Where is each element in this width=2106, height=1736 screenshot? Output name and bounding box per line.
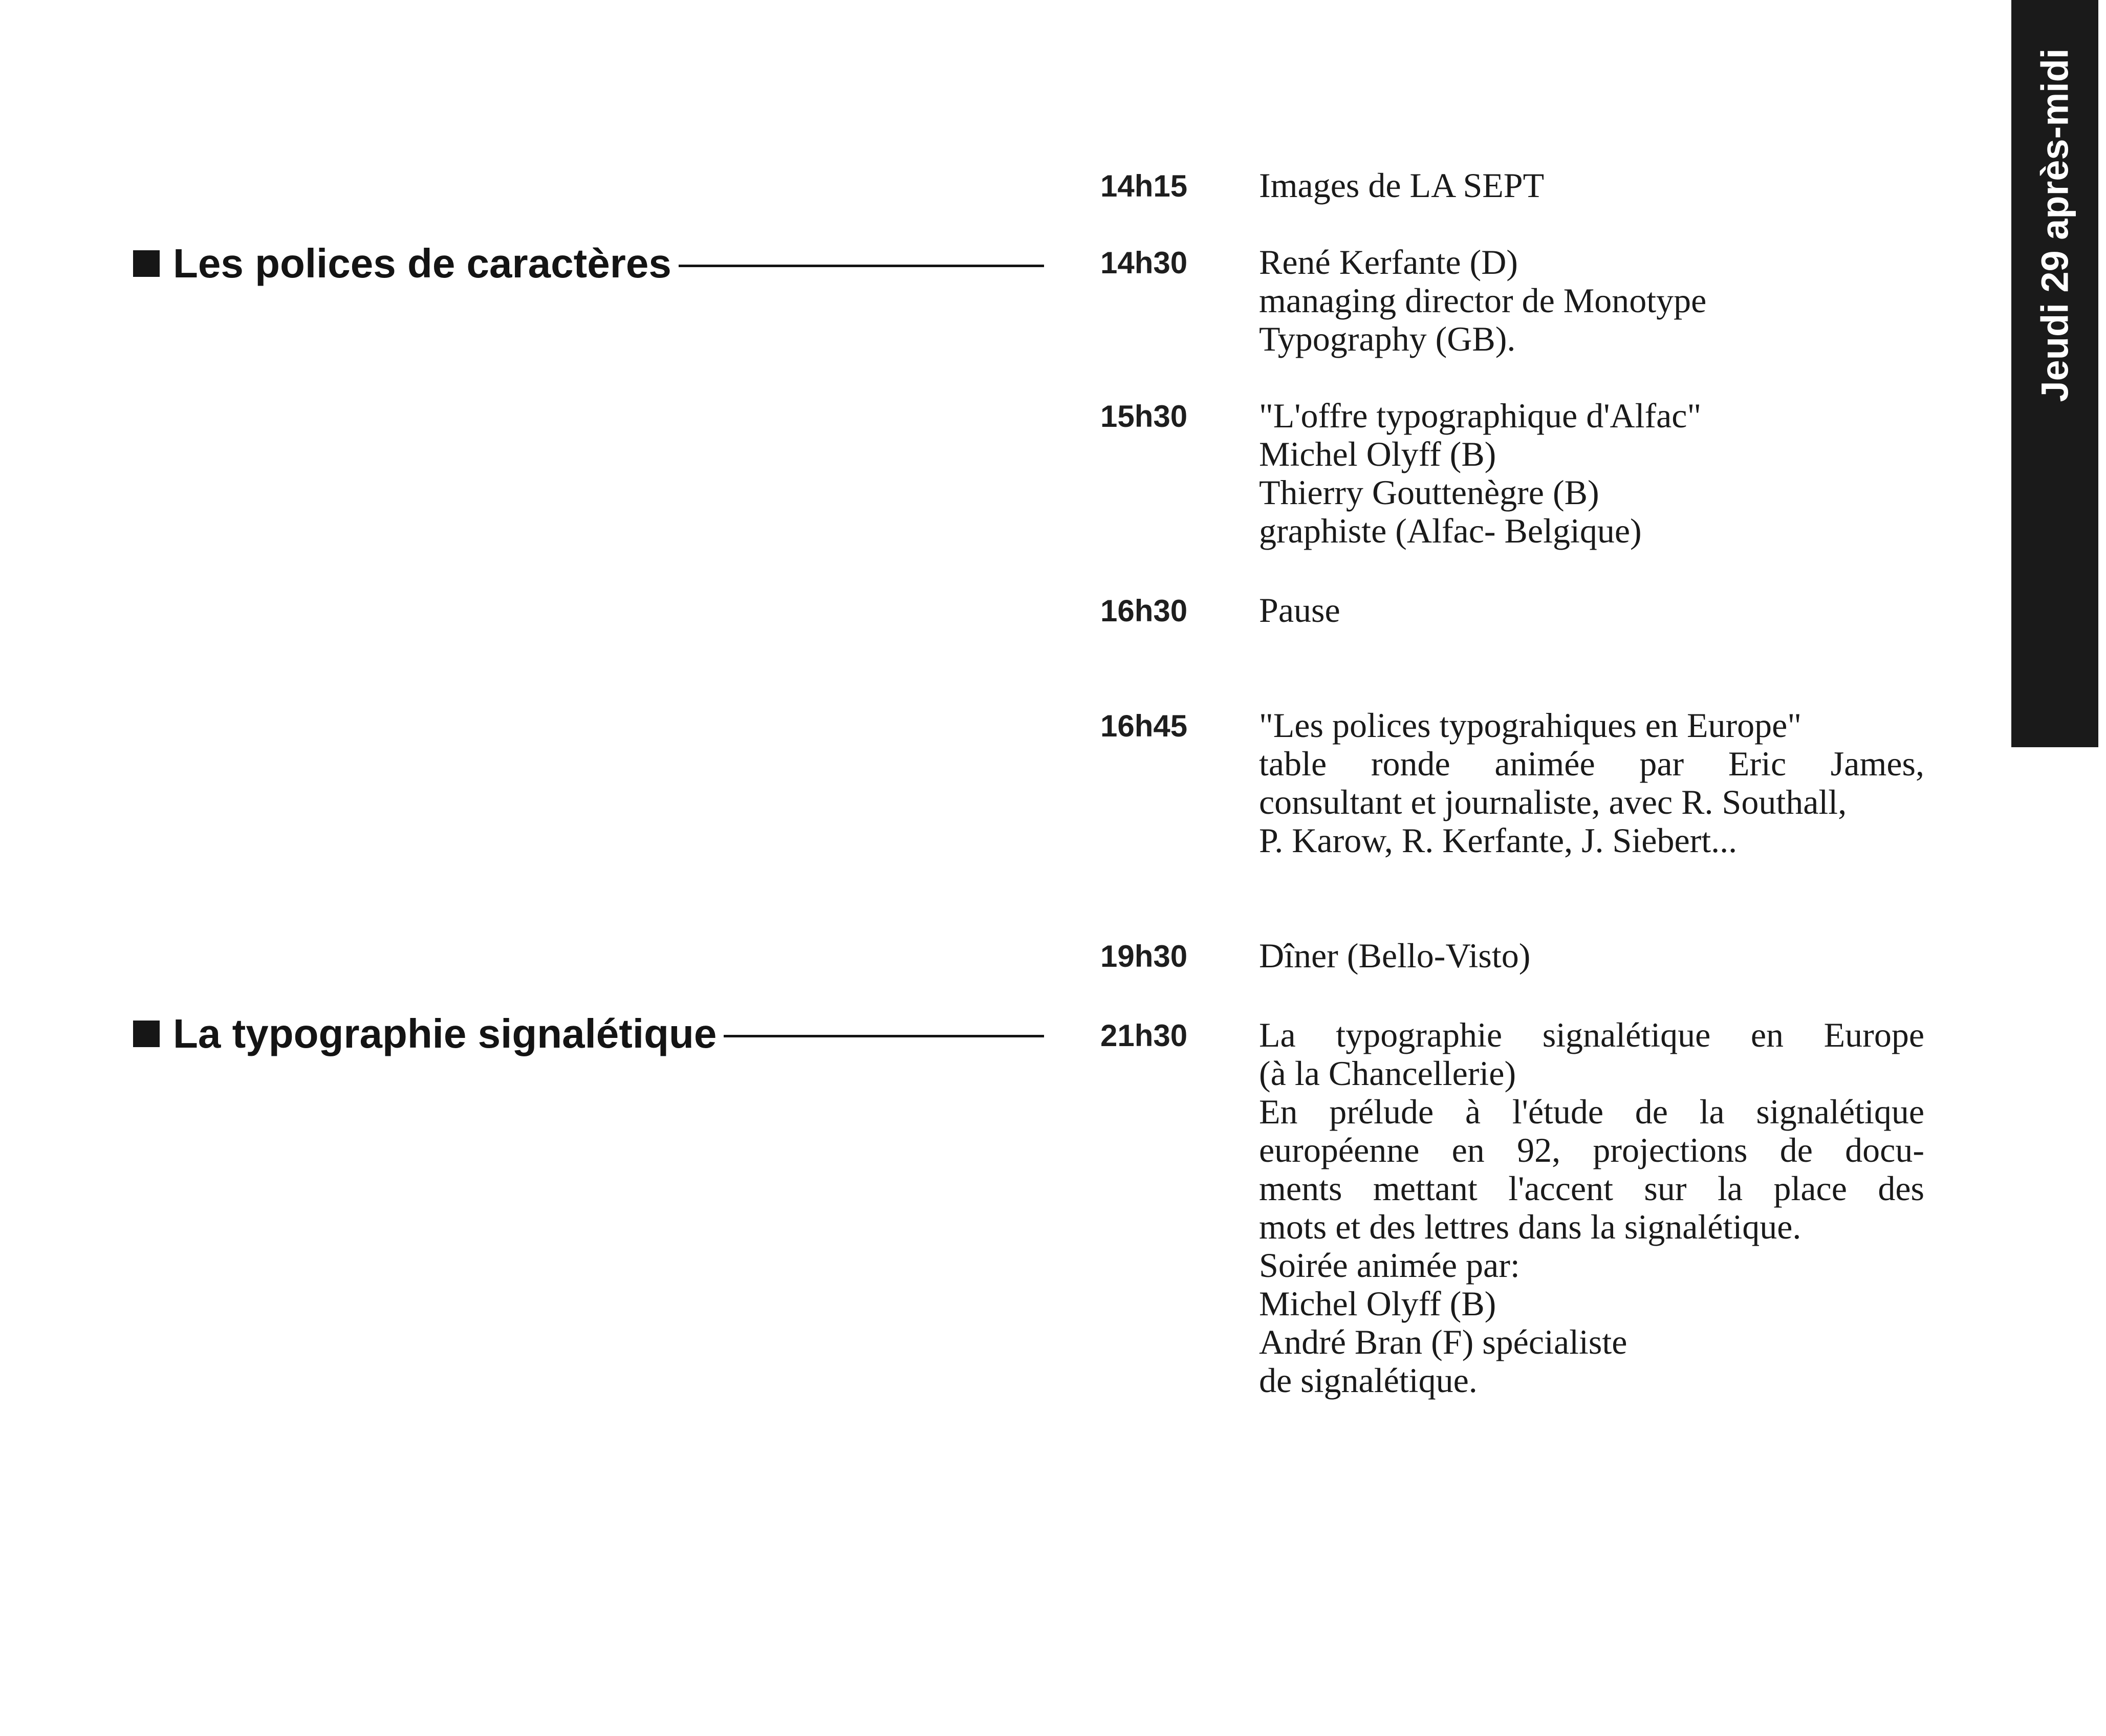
entry-line: "L'offre typographique d'Alfac" xyxy=(1259,396,1702,435)
section-heading-signaletique xyxy=(133,1006,1044,1062)
entry-line: Soirée animée par: xyxy=(1259,1246,1520,1285)
entry-description xyxy=(1259,243,1924,358)
entry-description xyxy=(1259,591,1924,630)
entry-line: Michel Olyff (B) xyxy=(1259,1284,1496,1323)
entry-line: graphiste (Alfac- Belgique) xyxy=(1259,511,1642,550)
entry-line: managing director de Monotype xyxy=(1259,281,1707,320)
entry-line: René Kerfante (D) xyxy=(1259,243,1518,281)
entry-time: 16h45 xyxy=(1100,709,1188,743)
entry-time: 21h30 xyxy=(1100,1018,1188,1053)
entry-line: consultant et journaliste, avec R. Southall, xyxy=(1259,783,1847,821)
section-rule xyxy=(679,265,1044,267)
entry-line: Images de LA SEPT xyxy=(1259,166,1545,205)
day-side-tab xyxy=(2011,0,2098,747)
entry-time: 15h30 xyxy=(1100,399,1188,433)
square-bullet-icon xyxy=(133,250,160,277)
entry-description xyxy=(1259,397,1924,550)
section-title: La typographie signalétique xyxy=(173,1011,717,1056)
entry-line: P. Karow, R. Kerfante, J. Siebert... xyxy=(1259,821,1738,860)
entry-line: ments mettant l'accent sur la place des xyxy=(1259,1169,1924,1208)
section-title: Les polices de caractères xyxy=(173,241,671,286)
entry-description xyxy=(1259,706,1924,860)
entry-line: (à la Chancellerie) xyxy=(1259,1054,1516,1093)
entry-line: "Les polices typograhiques en Europe" xyxy=(1259,706,1802,745)
entry-line: européenne en 92, projections de docu- xyxy=(1259,1131,1924,1169)
section-rule xyxy=(724,1035,1044,1037)
entry-line: Pause xyxy=(1259,591,1340,630)
entry-time: 19h30 xyxy=(1100,939,1188,973)
entry-description xyxy=(1259,1016,1924,1400)
square-bullet-icon xyxy=(133,1021,160,1047)
entry-line: Michel Olyff (B) xyxy=(1259,435,1496,473)
entry-description xyxy=(1259,166,1924,205)
entry-time: 14h15 xyxy=(1100,169,1188,203)
entry-line: table ronde animée par Eric James, xyxy=(1259,744,1924,783)
entry-line: Typography (GB). xyxy=(1259,319,1516,358)
section-heading-polices xyxy=(133,235,1044,292)
entry-line: La typographie signalétique en Europe xyxy=(1259,1015,1924,1054)
entry-line: de signalétique. xyxy=(1259,1361,1478,1400)
entry-time: 14h30 xyxy=(1100,246,1188,280)
entry-line: Dîner (Bello-Visto) xyxy=(1259,936,1531,975)
entry-line: André Bran (F) spécialiste xyxy=(1259,1322,1627,1361)
entry-line: En prélude à l'étude de la signalétique xyxy=(1259,1092,1924,1131)
entry-line: Thierry Gouttenègre (B) xyxy=(1259,473,1599,512)
day-label: Jeudi 29 après-midi xyxy=(2033,48,2076,402)
entry-time: 16h30 xyxy=(1100,594,1188,628)
entry-line: mots et des lettres dans la signalétique. xyxy=(1259,1207,1801,1246)
entry-description xyxy=(1259,937,1924,975)
